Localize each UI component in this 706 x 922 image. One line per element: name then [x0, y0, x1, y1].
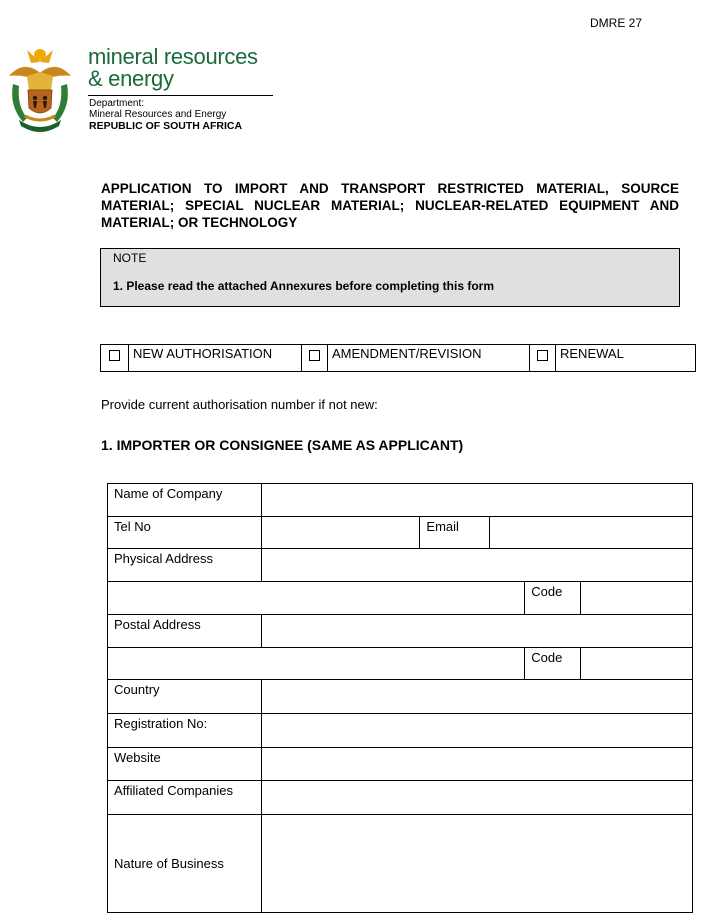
input-affiliated[interactable] [261, 781, 692, 815]
department-subtitle: Mineral Resources and Energy [89, 109, 227, 120]
coat-of-arms-logo [5, 46, 75, 134]
input-nature[interactable] [261, 815, 692, 913]
section1-heading: 1. IMPORTER OR CONSIGNEE (SAME AS APPLICANT) [101, 437, 464, 453]
input-country[interactable] [261, 680, 692, 714]
label-tel: Tel No [108, 517, 262, 549]
input-company[interactable] [261, 484, 692, 517]
label-amendment-revision: AMENDMENT/REVISION [328, 345, 530, 372]
note-box [100, 248, 680, 307]
note-heading: NOTE [113, 251, 147, 265]
label-physical-address: Physical Address [108, 549, 262, 582]
checkbox-renewal[interactable] [530, 345, 556, 372]
input-registration[interactable] [261, 714, 692, 748]
label-registration: Registration No: [108, 714, 262, 748]
label-new-authorisation: NEW AUTHORISATION [129, 345, 302, 372]
label-physical-code: Code [525, 582, 581, 615]
label-renewal: RENEWAL [556, 345, 696, 372]
application-type-table [100, 344, 696, 372]
checkbox-amendment-revision[interactable] [302, 345, 328, 372]
department-name-line2: & energy [88, 66, 174, 91]
form-code: DMRE 27 [590, 16, 643, 30]
label-website: Website [108, 748, 262, 781]
department-name-line1: mineral resources [88, 44, 258, 69]
checkbox-icon [309, 350, 320, 361]
label-postal-code: Code [525, 648, 581, 680]
department-label: Department: [89, 98, 145, 109]
department-name [88, 46, 274, 90]
label-country: Country [108, 680, 262, 714]
input-tel[interactable] [261, 517, 420, 549]
form-title: APPLICATION TO IMPORT AND TRANSPORT RESTRICTED MATERIAL, SOURCE MATERIAL; SPECIAL NUCLEAR MATERIAL; NUCLEAR-RELATED EQUIPMENT AND MATERIAL; OR TECHNOLOGY [101, 181, 679, 230]
note-text: 1. Please read the attached Annexures before completing this form [113, 279, 494, 293]
input-physical-code[interactable] [581, 582, 693, 615]
checkbox-icon [109, 350, 120, 361]
input-physical-address[interactable] [261, 549, 692, 582]
importer-details-table [107, 483, 693, 913]
input-email[interactable] [490, 517, 693, 549]
input-website[interactable] [261, 748, 692, 781]
input-physical-address-line2[interactable] [108, 582, 525, 615]
label-company: Name of Company [108, 484, 262, 517]
label-postal-address: Postal Address [108, 615, 262, 648]
country-name: REPUBLIC OF SOUTH AFRICA [89, 120, 243, 132]
input-postal-address[interactable] [261, 615, 692, 648]
checkbox-icon [537, 350, 548, 361]
input-postal-address-line2[interactable] [108, 648, 525, 680]
checkbox-new-authorisation[interactable] [101, 345, 129, 372]
label-email: Email [420, 517, 490, 549]
input-postal-code[interactable] [581, 648, 693, 680]
label-nature: Nature of Business [108, 815, 262, 913]
label-affiliated: Affiliated Companies [108, 781, 262, 815]
authorisation-number-prompt: Provide current authorisation number if not new: [101, 397, 378, 412]
header-divider [88, 95, 273, 96]
